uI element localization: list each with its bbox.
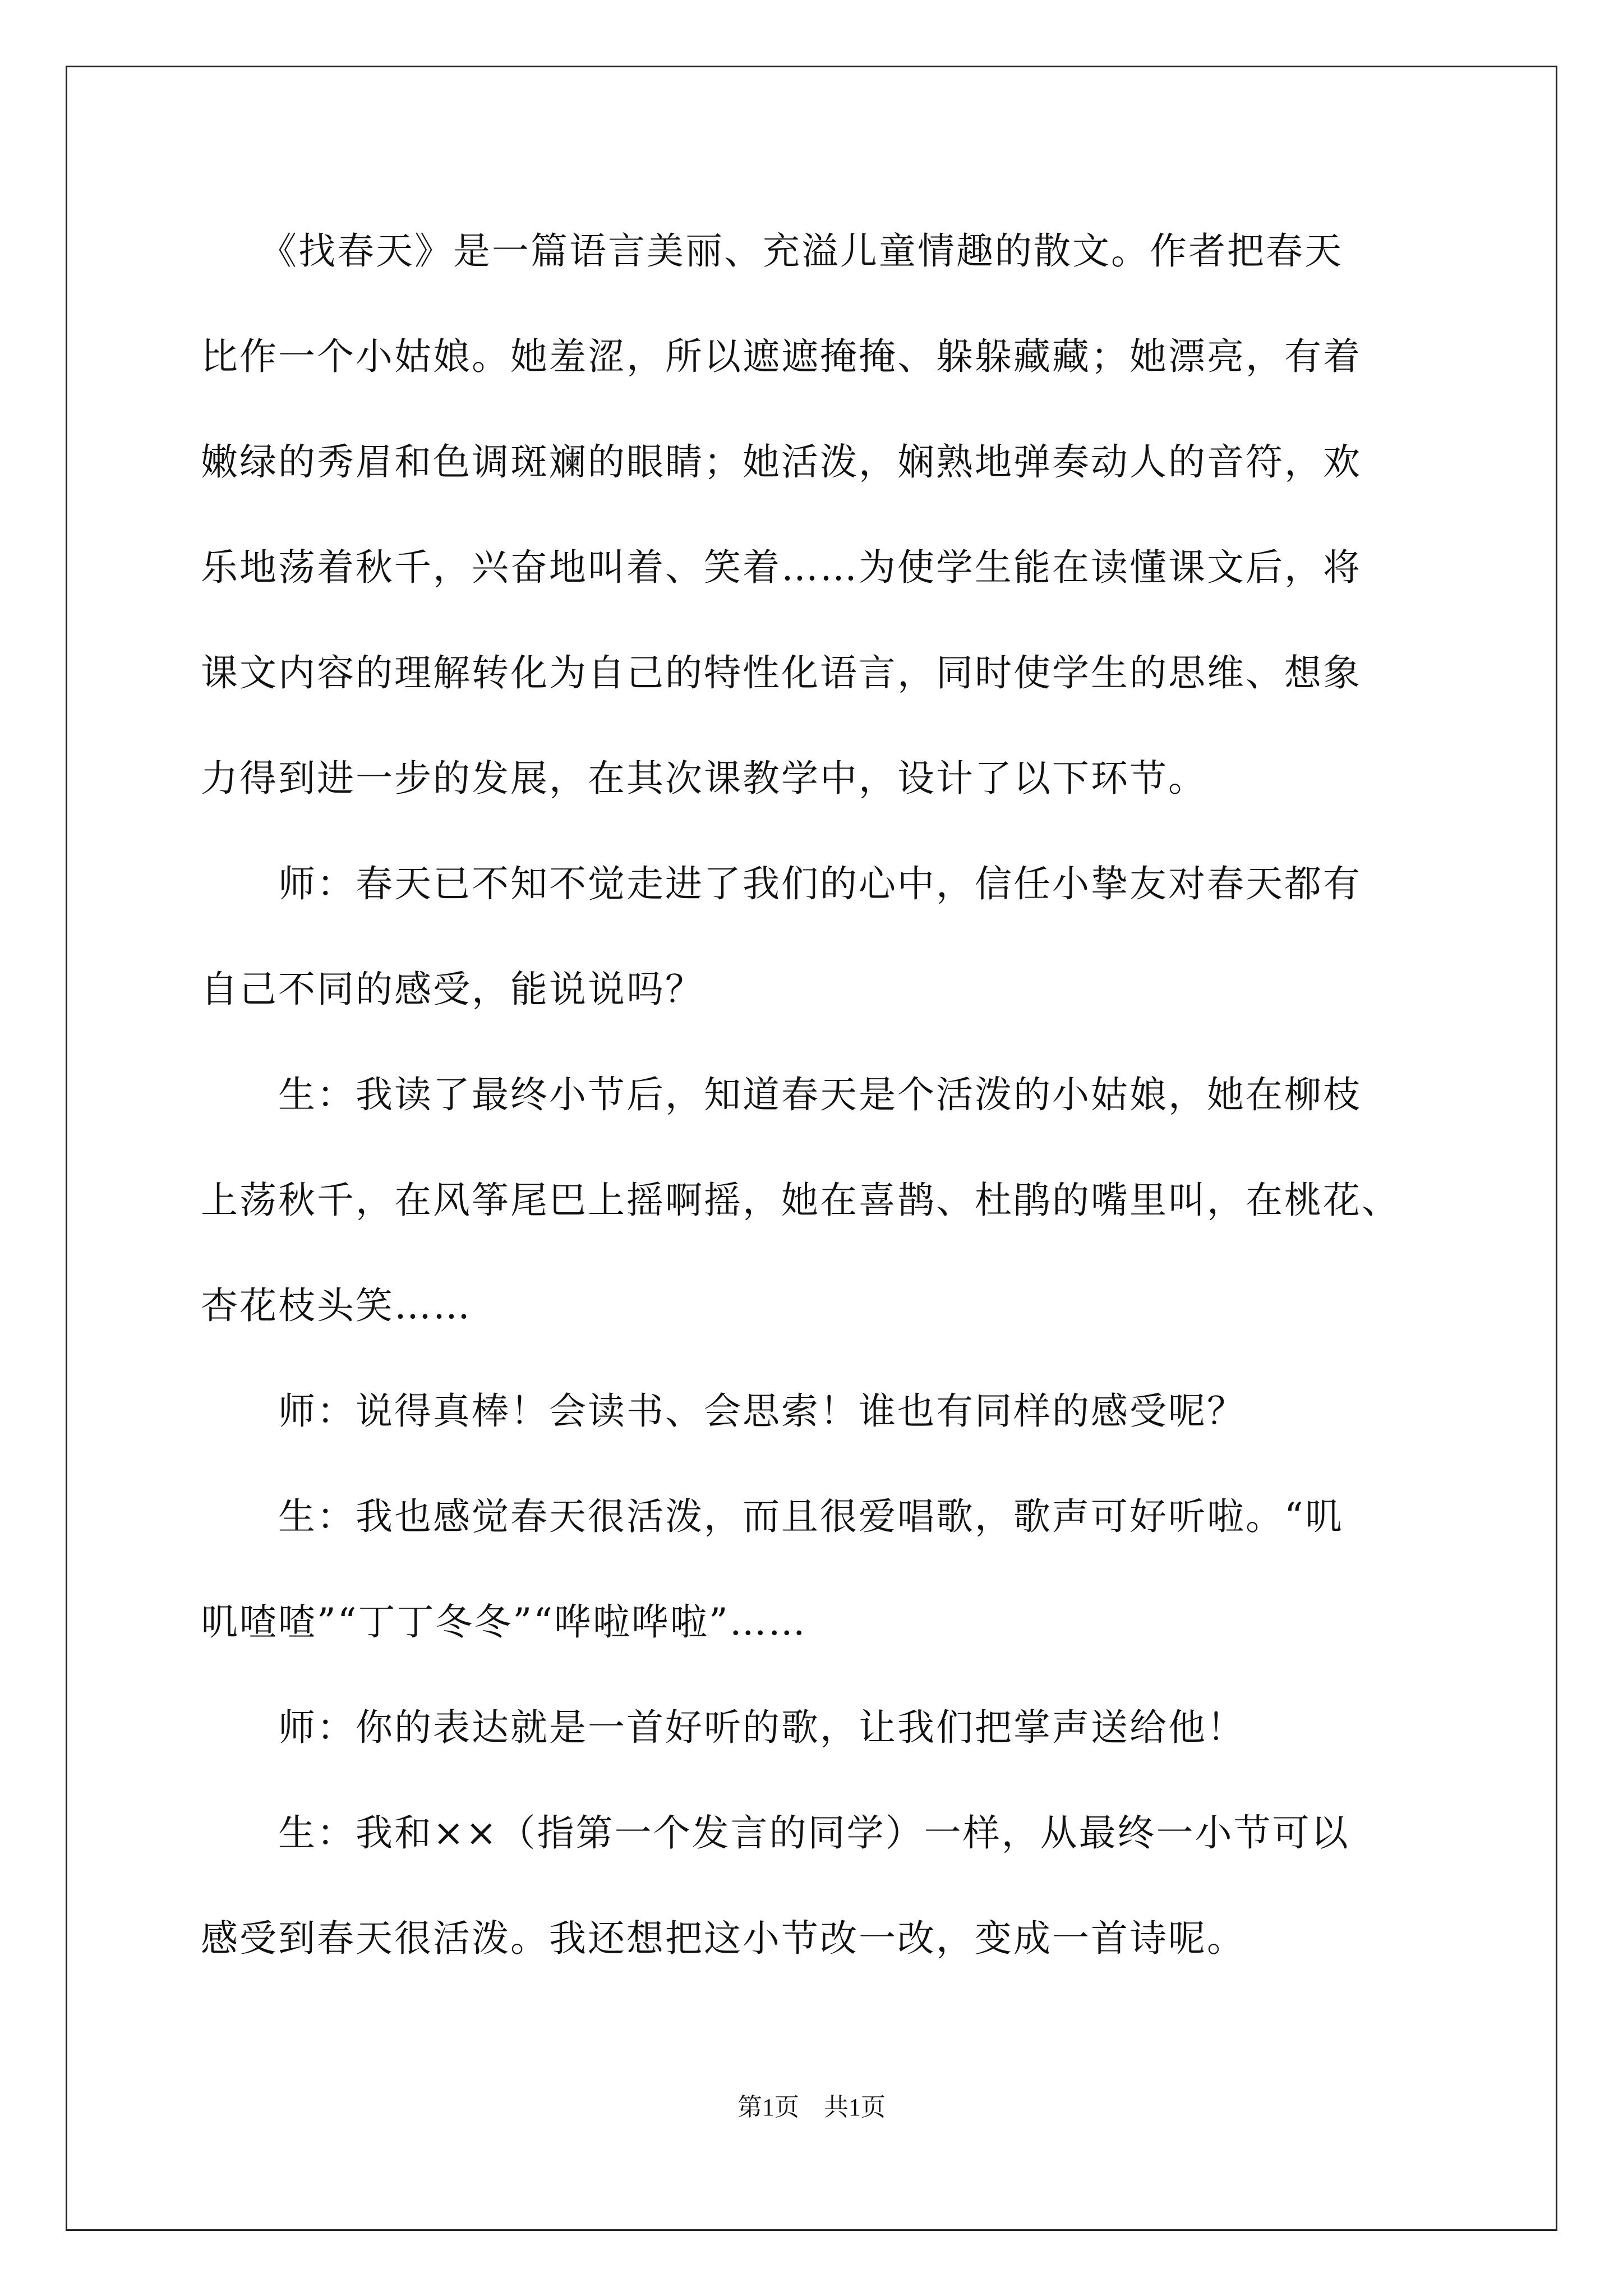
text-line: 生：我和××（指第一个发言的同学）一样，从最终一小节可以 xyxy=(201,1811,1350,1855)
text-line: 感受到春天很活泼。我还想把这小节改一改，变成一首诗呢。 xyxy=(201,1917,1246,1960)
page-number: 第1页 共1页 xyxy=(737,2093,886,2121)
text-line: 力得到进一步的发展，在其次课教学中，设计了以下环节。 xyxy=(201,757,1207,800)
text-line: 师：说得真棒！会读书、会思索！谁也有同样的感受呢？ xyxy=(201,1389,1246,1433)
text-line: 比作一个小姑娘。她羞涩，所以遮遮掩掩、躲躲藏藏；她漂亮，有着 xyxy=(201,335,1362,378)
text-line: 师：春天已不知不觉走进了我们的心中，信任小挚友对春天都有 xyxy=(201,862,1362,905)
text-line: 嫩绿的秀眉和色调斑斓的眼睛；她活泼，娴熟地弹奏动人的音符，欢 xyxy=(201,440,1362,484)
text-line: 自己不同的感受，能说说吗？ xyxy=(201,968,704,1011)
text-line: 师：你的表达就是一首好听的歌，让我们把掌声送给他！ xyxy=(201,1706,1246,1749)
text-line: 课文内容的理解转化为自己的特性化语言，同时使学生的思维、想象 xyxy=(201,651,1362,694)
text-line: 生：我也感觉春天很活泼，而且很爱唱歌，歌声可好听啦。“叽 xyxy=(201,1495,1344,1538)
page-border xyxy=(66,66,1557,2231)
text-line: 《找春天》是一篇语言美丽、充溢儿童情趣的散文。作者把春天 xyxy=(201,229,1343,273)
text-line: 上荡秋千，在风筝尾巴上摇啊摇，她在喜鹊、杜鹃的嘴里叫，在桃花、 xyxy=(201,1179,1400,1222)
text-line: 乐地荡着秋千，兴奋地叫着、笑着……为使学生能在读懂课文后，将 xyxy=(201,546,1362,589)
text-line: 杏花枝头笑…… xyxy=(201,1284,472,1327)
text-line: 叽喳喳”“丁丁冬冬”“哗啦哗啦”…… xyxy=(201,1600,807,1644)
text-line: 生：我读了最终小节后，知道春天是个活泼的小姑娘，她在柳枝 xyxy=(201,1073,1362,1116)
